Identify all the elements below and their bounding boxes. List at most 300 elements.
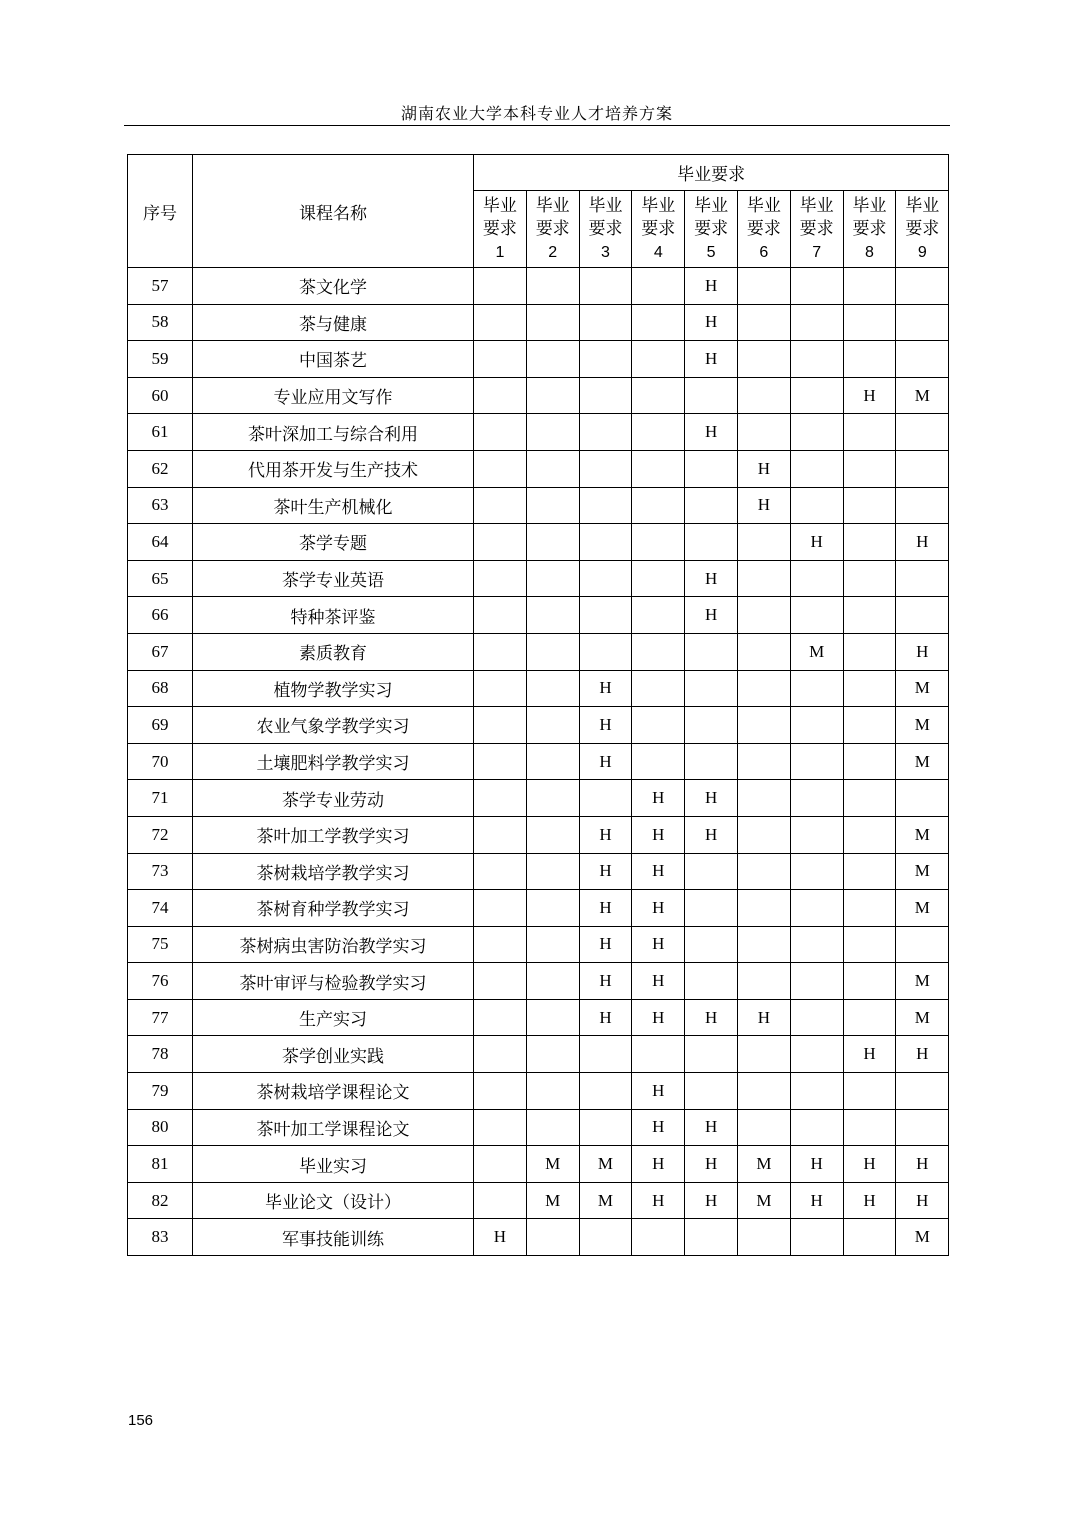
table-row — [128, 963, 949, 1000]
requirement-level-cell-7 — [790, 1219, 843, 1256]
table-row — [128, 780, 949, 817]
requirement-level-cell-5: H — [685, 341, 738, 378]
table-row — [128, 414, 949, 451]
requirement-level-cell-1 — [474, 1146, 527, 1183]
requirement-level-cell-5 — [685, 707, 738, 744]
requirement-level-cell-1 — [474, 1182, 527, 1219]
course-name-cell: 素质教育 — [193, 633, 474, 670]
requirement-level-cell-8 — [843, 597, 896, 634]
requirement-level-cell-6 — [737, 743, 790, 780]
course-name-cell: 特种茶评鉴 — [193, 597, 474, 634]
table-row — [128, 1109, 949, 1146]
requirement-level-cell-4 — [632, 487, 685, 524]
requirement-level-cell-8 — [843, 1219, 896, 1256]
requirement-level-cell-2 — [526, 670, 579, 707]
requirement-level-cell-9: M — [896, 816, 949, 853]
requirement-level-cell-7 — [790, 816, 843, 853]
column-header-requirement-4 — [632, 191, 685, 268]
row-seq-cell: 78 — [128, 1036, 193, 1073]
course-name-cell: 茶叶加工学课程论文 — [193, 1109, 474, 1146]
table-row — [128, 1219, 949, 1256]
requirement-level-cell-8 — [843, 560, 896, 597]
requirement-level-cell-5 — [685, 1219, 738, 1256]
table-row — [128, 853, 949, 890]
row-seq-cell: 76 — [128, 963, 193, 1000]
requirement-level-cell-4: H — [632, 963, 685, 1000]
requirement-level-cell-1 — [474, 780, 527, 817]
requirement-level-cell-6: M — [737, 1182, 790, 1219]
requirement-level-cell-3 — [579, 1036, 632, 1073]
requirement-level-cell-3 — [579, 304, 632, 341]
requirement-header-number: 3 — [601, 243, 610, 261]
requirement-level-cell-2 — [526, 597, 579, 634]
row-seq-cell: 62 — [128, 450, 193, 487]
requirement-level-cell-1 — [474, 890, 527, 927]
requirement-level-cell-9: H — [896, 1182, 949, 1219]
requirement-level-cell-2 — [526, 999, 579, 1036]
requirement-level-cell-4 — [632, 597, 685, 634]
course-name-cell: 茶学专业劳动 — [193, 780, 474, 817]
table-row — [128, 341, 949, 378]
requirement-level-cell-2 — [526, 450, 579, 487]
requirement-level-cell-9: M — [896, 999, 949, 1036]
requirement-level-cell-8 — [843, 707, 896, 744]
requirement-level-cell-5: H — [685, 304, 738, 341]
requirement-level-cell-2 — [526, 707, 579, 744]
course-name-cell: 植物学教学实习 — [193, 670, 474, 707]
requirement-level-cell-3: M — [579, 1182, 632, 1219]
row-seq-cell: 82 — [128, 1182, 193, 1219]
course-name-cell: 茶叶审评与检验教学实习 — [193, 963, 474, 1000]
column-header-requirement-2 — [526, 191, 579, 268]
requirement-header-label: 毕业要求 — [746, 195, 781, 239]
requirement-level-cell-6 — [737, 1073, 790, 1110]
requirement-level-cell-7 — [790, 743, 843, 780]
table-row — [128, 1073, 949, 1110]
requirement-level-cell-2 — [526, 1109, 579, 1146]
requirement-level-cell-8: H — [843, 377, 896, 414]
requirement-level-cell-4: H — [632, 999, 685, 1036]
requirement-level-cell-5 — [685, 743, 738, 780]
requirement-level-cell-3 — [579, 268, 632, 305]
table-row — [128, 633, 949, 670]
column-header-requirement-5 — [685, 191, 738, 268]
requirement-level-cell-7 — [790, 999, 843, 1036]
requirement-level-cell-1 — [474, 487, 527, 524]
table-row — [128, 670, 949, 707]
requirement-level-cell-1: H — [474, 1219, 527, 1256]
requirement-level-cell-5: H — [685, 780, 738, 817]
requirement-level-cell-8 — [843, 670, 896, 707]
header-divider — [124, 125, 950, 126]
requirement-level-cell-6: M — [737, 1146, 790, 1183]
course-name-cell: 茶树育种学教学实习 — [193, 890, 474, 927]
requirement-level-cell-3 — [579, 341, 632, 378]
requirement-level-cell-1 — [474, 853, 527, 890]
requirement-level-cell-8 — [843, 524, 896, 561]
table-row — [128, 487, 949, 524]
requirement-level-cell-9 — [896, 560, 949, 597]
requirement-level-cell-1 — [474, 304, 527, 341]
requirement-level-cell-6 — [737, 890, 790, 927]
table-row — [128, 377, 949, 414]
requirement-level-cell-2 — [526, 377, 579, 414]
requirement-level-cell-9: M — [896, 1219, 949, 1256]
requirement-level-cell-3 — [579, 560, 632, 597]
requirement-level-cell-5 — [685, 1036, 738, 1073]
requirement-level-cell-6 — [737, 926, 790, 963]
requirement-level-cell-9: M — [896, 853, 949, 890]
requirement-level-cell-2 — [526, 524, 579, 561]
requirement-header-label: 毕业要求 — [482, 195, 517, 239]
row-seq-cell: 81 — [128, 1146, 193, 1183]
requirement-level-cell-6: H — [737, 999, 790, 1036]
requirement-header-number: 9 — [917, 243, 927, 261]
requirement-level-cell-4 — [632, 304, 685, 341]
table-row — [128, 560, 949, 597]
requirement-level-cell-6 — [737, 963, 790, 1000]
course-name-cell: 军事技能训练 — [193, 1219, 474, 1256]
requirement-level-cell-5 — [685, 853, 738, 890]
requirement-level-cell-4 — [632, 707, 685, 744]
requirement-level-cell-2 — [526, 1219, 579, 1256]
requirement-level-cell-6 — [737, 524, 790, 561]
requirement-level-cell-3: H — [579, 999, 632, 1036]
requirement-level-cell-2 — [526, 304, 579, 341]
course-name-cell: 茶叶加工学教学实习 — [193, 816, 474, 853]
row-seq-cell: 74 — [128, 890, 193, 927]
requirement-level-cell-6 — [737, 670, 790, 707]
requirement-header-label: 毕业要求 — [694, 195, 729, 239]
requirement-level-cell-4 — [632, 341, 685, 378]
requirement-level-cell-7 — [790, 268, 843, 305]
row-seq-cell: 70 — [128, 743, 193, 780]
requirement-level-cell-4 — [632, 268, 685, 305]
requirement-level-cell-5 — [685, 377, 738, 414]
requirement-level-cell-8 — [843, 963, 896, 1000]
requirement-level-cell-9: M — [896, 707, 949, 744]
requirement-level-cell-5 — [685, 487, 738, 524]
requirement-level-cell-6 — [737, 304, 790, 341]
column-header-requirement-1 — [474, 191, 527, 268]
requirement-level-cell-9 — [896, 1073, 949, 1110]
requirement-level-cell-7: M — [790, 633, 843, 670]
requirement-level-cell-6 — [737, 597, 790, 634]
requirement-level-cell-1 — [474, 816, 527, 853]
requirement-level-cell-4 — [632, 633, 685, 670]
course-name-cell: 茶叶生产机械化 — [193, 487, 474, 524]
requirement-level-cell-3 — [579, 633, 632, 670]
requirement-header-label: 毕业要求 — [852, 195, 887, 239]
requirement-level-cell-5: H — [685, 414, 738, 451]
requirement-header-number: 4 — [653, 243, 663, 261]
requirement-level-cell-4: H — [632, 1146, 685, 1183]
requirement-level-cell-4: H — [632, 1182, 685, 1219]
requirement-level-cell-5: H — [685, 560, 738, 597]
requirement-level-cell-8 — [843, 414, 896, 451]
requirement-level-cell-7 — [790, 707, 843, 744]
requirement-level-cell-7 — [790, 1036, 843, 1073]
requirement-level-cell-7: H — [790, 1146, 843, 1183]
course-name-cell: 代用茶开发与生产技术 — [193, 450, 474, 487]
requirement-level-cell-2 — [526, 816, 579, 853]
requirement-level-cell-8 — [843, 341, 896, 378]
requirement-level-cell-5: H — [685, 999, 738, 1036]
requirement-level-cell-1 — [474, 670, 527, 707]
requirement-level-cell-3: H — [579, 890, 632, 927]
requirement-level-cell-1 — [474, 633, 527, 670]
requirement-level-cell-6 — [737, 341, 790, 378]
requirement-level-cell-1 — [474, 560, 527, 597]
course-name-cell: 中国茶艺 — [193, 341, 474, 378]
requirement-level-cell-5: H — [685, 1109, 738, 1146]
column-header-course-name: 课程名称 — [193, 155, 474, 268]
requirement-level-cell-5 — [685, 890, 738, 927]
requirement-level-cell-8 — [843, 999, 896, 1036]
row-seq-cell: 83 — [128, 1219, 193, 1256]
requirement-level-cell-1 — [474, 597, 527, 634]
requirement-level-cell-1 — [474, 1073, 527, 1110]
requirement-level-cell-7 — [790, 780, 843, 817]
requirement-level-cell-6 — [737, 414, 790, 451]
requirement-level-cell-3: H — [579, 926, 632, 963]
requirement-level-cell-9 — [896, 926, 949, 963]
requirement-level-cell-7 — [790, 597, 843, 634]
requirement-level-cell-1 — [474, 450, 527, 487]
requirement-level-cell-3: H — [579, 963, 632, 1000]
requirement-level-cell-4: H — [632, 1073, 685, 1110]
requirement-level-cell-4 — [632, 560, 685, 597]
column-header-requirement-9 — [896, 191, 949, 268]
table-row — [128, 524, 949, 561]
requirement-level-cell-1 — [474, 963, 527, 1000]
requirement-level-cell-3 — [579, 450, 632, 487]
requirement-level-cell-6 — [737, 707, 790, 744]
column-header-requirement-3 — [579, 191, 632, 268]
requirement-level-cell-1 — [474, 743, 527, 780]
row-seq-cell: 80 — [128, 1109, 193, 1146]
requirement-level-cell-7: H — [790, 524, 843, 561]
requirement-level-cell-3 — [579, 1109, 632, 1146]
requirement-level-cell-7 — [790, 304, 843, 341]
requirement-level-cell-8 — [843, 304, 896, 341]
requirement-level-cell-3 — [579, 597, 632, 634]
row-seq-cell: 72 — [128, 816, 193, 853]
requirement-level-cell-1 — [474, 926, 527, 963]
requirement-level-cell-3 — [579, 1219, 632, 1256]
course-name-cell: 茶叶深加工与综合利用 — [193, 414, 474, 451]
requirement-level-cell-2 — [526, 926, 579, 963]
requirement-header-label: 毕业要求 — [535, 195, 570, 239]
requirement-level-cell-8 — [843, 633, 896, 670]
requirement-level-cell-5: H — [685, 597, 738, 634]
requirement-level-cell-9 — [896, 1109, 949, 1146]
requirement-level-cell-6: H — [737, 450, 790, 487]
requirement-level-cell-2 — [526, 963, 579, 1000]
row-seq-cell: 75 — [128, 926, 193, 963]
row-seq-cell: 65 — [128, 560, 193, 597]
requirement-level-cell-5: H — [685, 1182, 738, 1219]
requirement-level-cell-2 — [526, 487, 579, 524]
requirement-level-cell-7 — [790, 487, 843, 524]
document-header-title: 湖南农业大学本科专业人才培养方案 — [400, 104, 673, 123]
row-seq-cell: 63 — [128, 487, 193, 524]
table-row — [128, 890, 949, 927]
requirement-level-cell-8 — [843, 780, 896, 817]
requirement-level-cell-3: H — [579, 743, 632, 780]
requirement-level-cell-2 — [526, 560, 579, 597]
requirement-level-cell-4: H — [632, 853, 685, 890]
requirement-level-cell-5: H — [685, 816, 738, 853]
column-header-requirement-7 — [790, 191, 843, 268]
requirement-level-cell-8 — [843, 890, 896, 927]
requirement-level-cell-3: H — [579, 853, 632, 890]
requirement-level-cell-7 — [790, 1109, 843, 1146]
page-number: 156 — [128, 1412, 154, 1429]
requirement-level-cell-5 — [685, 963, 738, 1000]
course-name-cell: 专业应用文写作 — [193, 377, 474, 414]
requirement-level-cell-8 — [843, 450, 896, 487]
course-name-cell: 毕业论文（设计） — [193, 1182, 474, 1219]
row-seq-cell: 61 — [128, 414, 193, 451]
requirement-level-cell-9: H — [896, 633, 949, 670]
requirement-level-cell-7 — [790, 926, 843, 963]
graduation-requirements-matrix — [127, 154, 949, 1256]
requirement-level-cell-1 — [474, 1036, 527, 1073]
requirement-level-cell-4 — [632, 743, 685, 780]
row-seq-cell: 77 — [128, 999, 193, 1036]
requirement-level-cell-4 — [632, 414, 685, 451]
requirement-level-cell-8 — [843, 926, 896, 963]
column-header-requirement-8 — [843, 191, 896, 268]
requirement-level-cell-3 — [579, 487, 632, 524]
requirement-level-cell-5 — [685, 926, 738, 963]
requirement-level-cell-4 — [632, 1219, 685, 1256]
requirement-level-cell-9 — [896, 487, 949, 524]
requirement-level-cell-6: H — [737, 487, 790, 524]
requirement-level-cell-8: H — [843, 1146, 896, 1183]
requirement-level-cell-7 — [790, 1073, 843, 1110]
requirement-header-number: 5 — [706, 243, 716, 261]
requirement-header-label: 毕业要求 — [905, 195, 940, 239]
requirement-level-cell-5 — [685, 633, 738, 670]
requirement-level-cell-2 — [526, 341, 579, 378]
requirement-level-cell-2: M — [526, 1146, 579, 1183]
requirement-level-cell-7 — [790, 560, 843, 597]
table-row — [128, 597, 949, 634]
requirement-level-cell-2 — [526, 853, 579, 890]
requirement-level-cell-4: H — [632, 926, 685, 963]
requirement-level-cell-7 — [790, 377, 843, 414]
requirement-level-cell-8 — [843, 268, 896, 305]
requirement-level-cell-9: M — [896, 743, 949, 780]
requirement-level-cell-4 — [632, 1036, 685, 1073]
row-seq-cell: 59 — [128, 341, 193, 378]
requirement-header-number: 8 — [865, 243, 874, 261]
requirement-header-label: 毕业要求 — [799, 195, 834, 239]
requirement-level-cell-7 — [790, 414, 843, 451]
requirement-level-cell-4: H — [632, 890, 685, 927]
requirement-level-cell-6 — [737, 633, 790, 670]
course-name-cell: 茶与健康 — [193, 304, 474, 341]
requirement-level-cell-2 — [526, 1036, 579, 1073]
requirement-level-cell-8: H — [843, 1036, 896, 1073]
requirement-level-cell-2 — [526, 633, 579, 670]
requirement-level-cell-5 — [685, 1073, 738, 1110]
requirement-level-cell-6 — [737, 268, 790, 305]
table-row — [128, 1036, 949, 1073]
requirement-level-cell-6 — [737, 1219, 790, 1256]
requirement-header-label: 毕业要求 — [588, 195, 623, 239]
requirement-level-cell-3: H — [579, 670, 632, 707]
requirement-header-label: 毕业要求 — [641, 195, 676, 239]
course-name-cell: 生产实习 — [193, 999, 474, 1036]
requirement-level-cell-4: H — [632, 780, 685, 817]
requirement-level-cell-9: M — [896, 670, 949, 707]
course-name-cell: 农业气象学教学实习 — [193, 707, 474, 744]
requirement-level-cell-4 — [632, 670, 685, 707]
course-name-cell: 茶树病虫害防治教学实习 — [193, 926, 474, 963]
requirement-level-cell-3 — [579, 780, 632, 817]
row-seq-cell: 73 — [128, 853, 193, 890]
requirement-level-cell-9 — [896, 414, 949, 451]
requirement-level-cell-4: H — [632, 816, 685, 853]
row-seq-cell: 68 — [128, 670, 193, 707]
table-row — [128, 816, 949, 853]
row-seq-cell: 58 — [128, 304, 193, 341]
requirement-level-cell-9 — [896, 304, 949, 341]
requirement-level-cell-2 — [526, 414, 579, 451]
column-header-requirement-6 — [737, 191, 790, 268]
requirement-level-cell-6 — [737, 560, 790, 597]
requirement-level-cell-9 — [896, 597, 949, 634]
requirement-level-cell-3: H — [579, 707, 632, 744]
requirement-level-cell-5 — [685, 450, 738, 487]
row-seq-cell: 57 — [128, 268, 193, 305]
table-row — [128, 1182, 949, 1219]
requirement-level-cell-7: H — [790, 1182, 843, 1219]
requirement-level-cell-9: H — [896, 1146, 949, 1183]
requirement-level-cell-2: M — [526, 1182, 579, 1219]
requirement-header-number: 7 — [812, 243, 822, 261]
requirement-header-number: 1 — [495, 243, 505, 261]
requirement-level-cell-6 — [737, 1109, 790, 1146]
requirement-level-cell-5 — [685, 670, 738, 707]
requirement-level-cell-3 — [579, 1073, 632, 1110]
table-row — [128, 999, 949, 1036]
requirement-level-cell-7 — [790, 963, 843, 1000]
requirement-level-cell-8 — [843, 487, 896, 524]
course-name-cell: 茶学专业英语 — [193, 560, 474, 597]
table-row — [128, 304, 949, 341]
requirement-level-cell-4 — [632, 377, 685, 414]
requirement-level-cell-3 — [579, 524, 632, 561]
requirement-level-cell-1 — [474, 524, 527, 561]
course-name-cell: 土壤肥料学教学实习 — [193, 743, 474, 780]
requirement-level-cell-7 — [790, 450, 843, 487]
requirement-level-cell-1 — [474, 377, 527, 414]
requirement-level-cell-6 — [737, 377, 790, 414]
requirement-level-cell-8 — [843, 853, 896, 890]
requirement-level-cell-8 — [843, 1109, 896, 1146]
requirement-level-cell-2 — [526, 743, 579, 780]
requirement-level-cell-8 — [843, 743, 896, 780]
requirement-level-cell-5 — [685, 524, 738, 561]
course-name-cell: 毕业实习 — [193, 1146, 474, 1183]
requirement-level-cell-2 — [526, 1073, 579, 1110]
row-seq-cell: 60 — [128, 377, 193, 414]
requirement-level-cell-7 — [790, 670, 843, 707]
